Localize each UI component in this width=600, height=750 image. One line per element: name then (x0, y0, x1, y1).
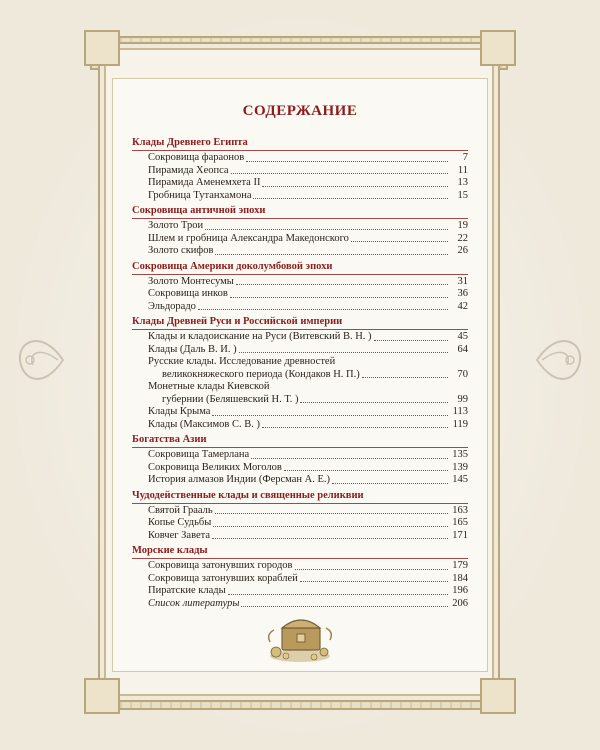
entry-title: Сокровища фараонов (148, 152, 245, 163)
entry-title: История алмазов Индии (Ферсман А. Е.) (148, 474, 331, 485)
table-of-contents (132, 134, 468, 610)
section-divider (132, 218, 468, 219)
toc-entry[interactable] (132, 585, 468, 598)
page-number: 139 (452, 461, 468, 473)
dot-leader (295, 569, 449, 570)
section-title: Клады Древнего Египта (132, 137, 248, 148)
toc-entry[interactable] (132, 381, 468, 406)
dot-leader (212, 415, 448, 416)
page-number: 206 (452, 597, 468, 609)
toc-entry[interactable] (132, 344, 468, 357)
page-number: 22 (457, 232, 468, 244)
toc-entry[interactable] (132, 233, 468, 246)
entry-title: Ковчег Завета (148, 529, 211, 541)
entry-title-line1: Монетные клады Киевской (148, 381, 270, 392)
dot-leader (213, 526, 448, 527)
entry-title: Копье Судьбы (148, 517, 212, 528)
page-number: 145 (452, 474, 468, 485)
page-number: 99 (457, 393, 468, 405)
page-number: 36 (457, 288, 468, 299)
section-title: Чудодейственные клады и священные реликвии (132, 489, 364, 501)
toc-entry[interactable] (132, 331, 468, 344)
dot-leader (253, 198, 448, 199)
page-number: 165 (452, 517, 468, 528)
toc-entry[interactable] (132, 301, 468, 314)
page-title: СОДЕРЖАНИЕ (242, 103, 358, 119)
dot-leader (205, 229, 448, 230)
page-number: 64 (457, 343, 468, 355)
entry-title: Пиратские клады (148, 585, 226, 596)
toc-entry[interactable] (132, 165, 468, 178)
frame-corner-bottom-left (84, 678, 120, 714)
dot-leader (351, 241, 448, 242)
toc-entry[interactable] (132, 220, 468, 233)
frame-corner-top-left (84, 30, 120, 66)
page-number: 171 (452, 529, 468, 541)
page-number: 42 (457, 300, 468, 312)
toc-entry[interactable] (132, 152, 468, 165)
frame-corner-bottom-right (480, 678, 516, 714)
page-number: 13 (457, 177, 468, 188)
entry-title-line2: великокняжеского периода (Кондаков Н. П.) (162, 368, 360, 380)
page-number: 179 (452, 560, 468, 571)
treasure-chest-icon (262, 606, 338, 664)
dot-leader (374, 340, 448, 341)
page-number: 163 (452, 504, 468, 516)
entry-title: Пирамида Хеопса (148, 164, 229, 176)
dot-leader (231, 173, 448, 174)
section-divider (132, 329, 468, 330)
entry-title: Золото Монтесумы (148, 275, 234, 287)
dot-leader (228, 594, 448, 595)
page-number: 31 (457, 275, 468, 287)
toc-entry[interactable] (132, 245, 468, 258)
entry-title: Клады (Даль В. И. ) (148, 343, 237, 355)
section-title: Сокровища Америки доколумбовой эпохи (132, 260, 333, 272)
page-number: 19 (457, 220, 468, 231)
section-title: Сокровища античной эпохи (132, 205, 266, 216)
toc-entry[interactable] (132, 190, 468, 203)
entry-title: Список литературы (148, 597, 240, 609)
entry-title: Сокровища Великих Моголов (148, 461, 282, 473)
page-number: 45 (457, 331, 468, 342)
dot-leader (332, 483, 448, 484)
page-number: 119 (452, 418, 468, 430)
page-number: 135 (452, 449, 468, 460)
dot-leader (362, 377, 448, 378)
entry-title: Эльдорадо (148, 300, 196, 312)
toc-entry[interactable] (132, 573, 468, 586)
dot-leader (236, 284, 448, 285)
toc-entry[interactable] (132, 406, 468, 419)
dot-leader (198, 309, 448, 310)
toc-entry[interactable] (132, 530, 468, 543)
section-title: Богатства Азии (132, 434, 207, 445)
toc-entry[interactable] (132, 419, 468, 432)
toc-entry[interactable] (132, 560, 468, 573)
toc-entry[interactable] (132, 505, 468, 518)
dot-leader (215, 513, 448, 514)
dot-leader (212, 538, 448, 539)
entry-title: Сокровища затонувших кораблей (148, 572, 298, 584)
page-number: 184 (452, 572, 468, 584)
toc-entry[interactable] (132, 449, 468, 462)
entry-title: Золото Трои (148, 220, 204, 231)
dot-leader (300, 402, 448, 403)
entry-title: Клады Крыма (148, 406, 211, 417)
right-flourish-ornament (532, 300, 592, 420)
section-divider (132, 503, 468, 504)
entry-title: Святой Грааль (148, 504, 213, 516)
page-number: 26 (457, 245, 468, 256)
dot-leader (300, 581, 448, 582)
toc-entry[interactable] (132, 288, 468, 301)
dot-leader (262, 427, 448, 428)
section-divider (132, 150, 468, 151)
page-number: 70 (457, 368, 468, 380)
toc-entry[interactable] (132, 276, 468, 289)
section-title: Морские клады (132, 545, 208, 556)
dot-leader (239, 352, 448, 353)
toc-entry[interactable] (132, 177, 468, 190)
toc-entry[interactable] (132, 356, 468, 381)
page-number: 11 (457, 164, 468, 176)
toc-entry[interactable] (132, 462, 468, 475)
entry-title-line2: губернии (Беляшевский Н. Т. ) (162, 393, 299, 405)
entry-title: Сокровища инков (148, 288, 228, 299)
dot-leader (246, 161, 448, 162)
dot-leader (262, 186, 448, 187)
section-divider (132, 558, 468, 559)
entry-title: Шлем и гробница Александра Македонского (148, 232, 349, 244)
section-divider (132, 447, 468, 448)
left-flourish-ornament (8, 300, 68, 420)
entry-title: Сокровища затонувших городов (148, 560, 293, 571)
toc-entry[interactable] (132, 474, 468, 487)
frame-corner-top-right (480, 30, 516, 66)
dot-leader (284, 470, 448, 471)
section-title: Клады Древней Руси и Российской империи (132, 316, 343, 327)
page-number: 196 (452, 585, 468, 596)
dot-leader (251, 458, 448, 459)
section-divider (132, 274, 468, 275)
entry-title: Клады (Максимов С. В. ) (148, 418, 261, 430)
entry-title: Пирамида Аменемхета II (148, 177, 261, 188)
entry-title: Золото скифов (148, 245, 214, 256)
entry-title: Гробница Тутанхамона (148, 189, 252, 201)
entry-title-line1: Русские клады. Исследование древностей (148, 356, 336, 367)
entry-title: Сокровища Тамерлана (148, 449, 250, 460)
page-number: 7 (462, 152, 468, 163)
page-number: 113 (452, 406, 468, 417)
dot-leader (230, 297, 448, 298)
dot-leader (215, 254, 448, 255)
toc-entry[interactable] (132, 517, 468, 530)
entry-title: Клады и кладоискание на Руси (Витевский В. Н. ) (148, 331, 372, 342)
page-number: 15 (457, 189, 468, 201)
